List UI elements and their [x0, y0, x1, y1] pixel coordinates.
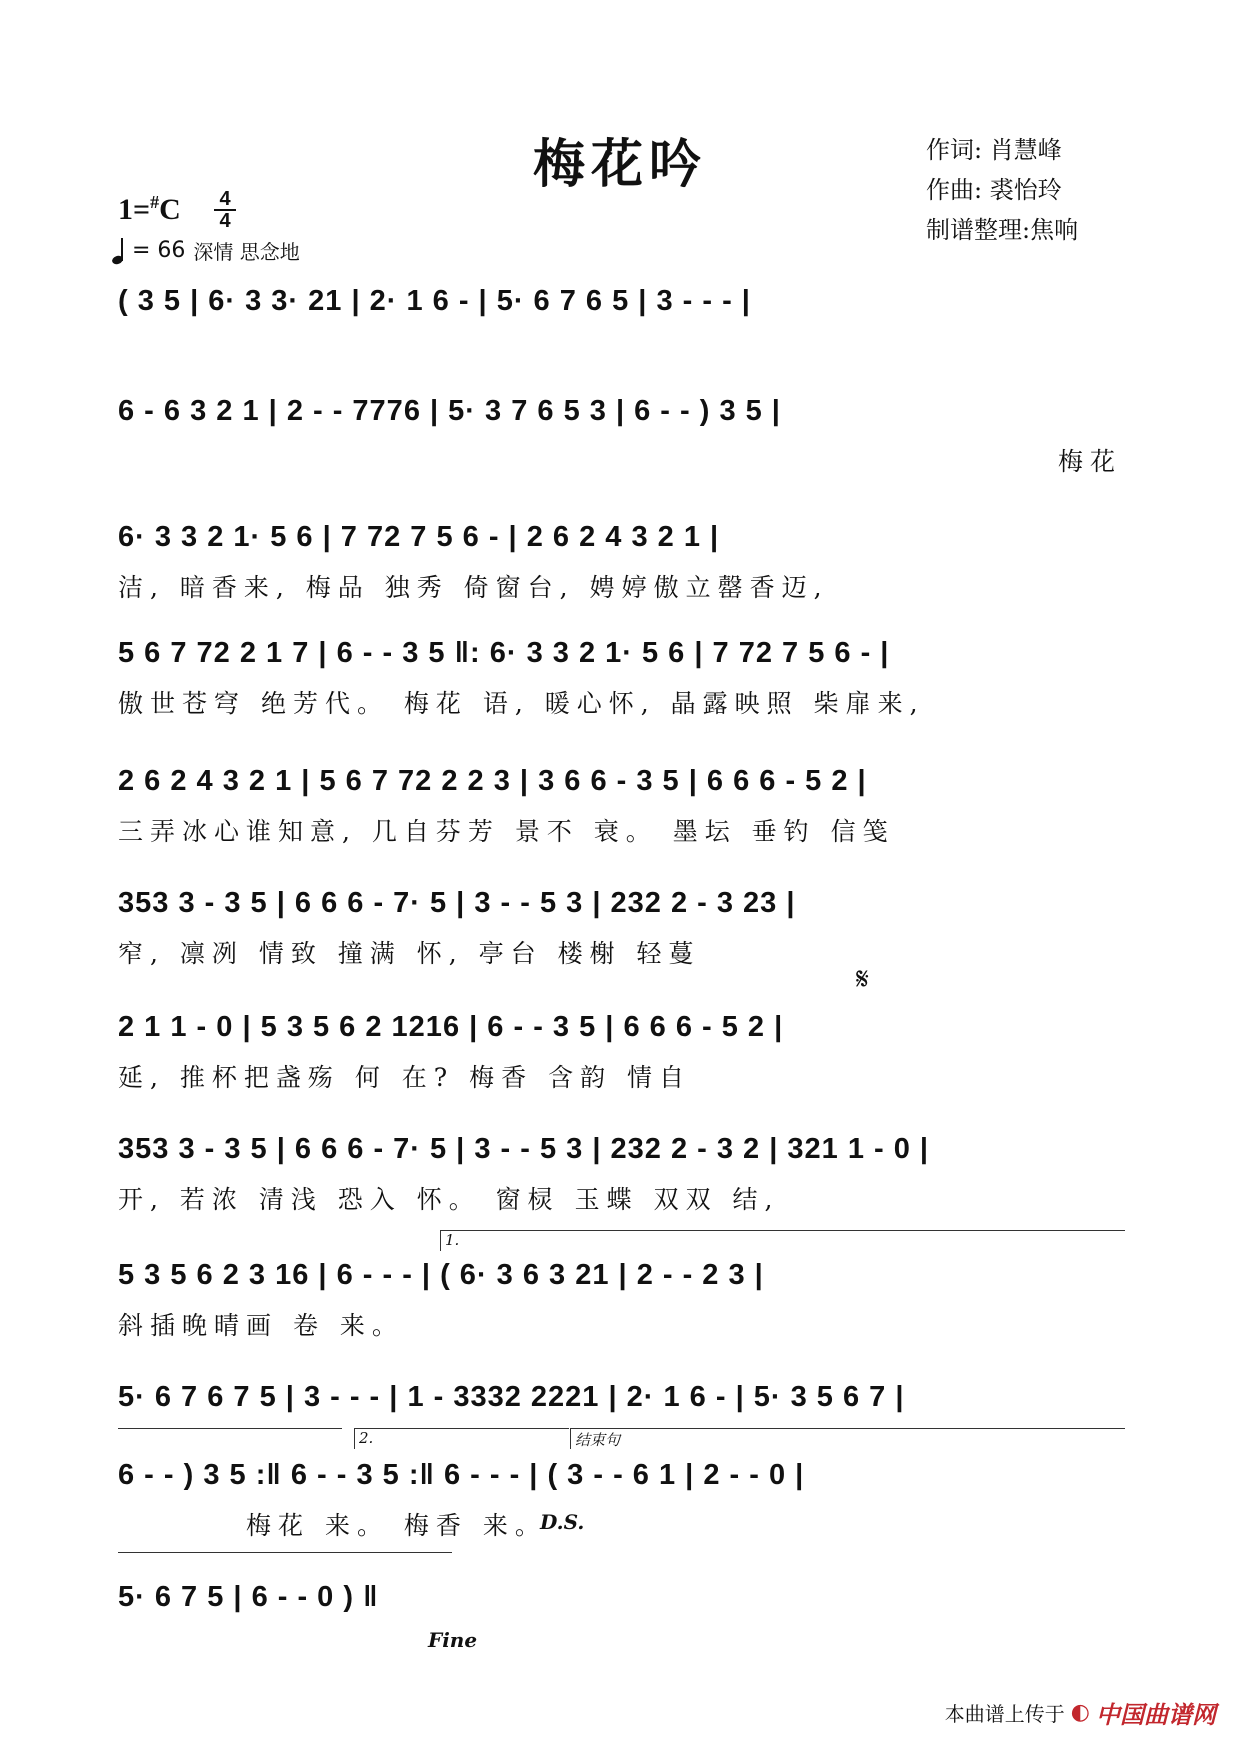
coda-bracket-continuation: [118, 1552, 452, 1573]
lyrics-line: 梅花: [1057, 447, 1122, 476]
notation-line: 2 6 2 4 3 2 1 | 5 6 7 72 2 2 3 | 3 6 6 - 3 5 | 6 6 6 - 5 2 |: [118, 764, 867, 797]
notation-line: 6 - - ) 3 5 :‖ 6 - - 3 5 :‖ 6 - - - | ( 3 - - 6 1 | 2 - - 0 |: [118, 1458, 805, 1491]
site-logo-icon: ◐: [1070, 1700, 1090, 1725]
lyricist: 作词: 肖慧峰: [926, 136, 1062, 164]
notation-line: 5· 6 7 6 7 5 | 3 - - - | 1 - 3332 2221 | 2· 1 6 - | 5· 3 5 6 7 |: [118, 1380, 905, 1413]
notation-line: 5 6 7 72 2 1 7 | 6 - - 3 5 ‖: 6· 3 3 2 1· 5 6 | 7 72 7 5 6 - |: [118, 636, 890, 669]
composer: 作曲: 裘怡玲: [926, 176, 1062, 204]
site-name[interactable]: 中国曲谱网: [1096, 1701, 1216, 1729]
notation-line: 5 3 5 6 2 3 16 | 6 - - - | ( 6· 3 6 3 21 | 2 - - 2 3 |: [118, 1258, 764, 1291]
fine-mark: Fine: [428, 1628, 478, 1652]
notation-line: 6 - 6 3 2 1 | 2 - - 7776 | 5· 3 7 6 5 3 | 6 - - ) 3 5 |: [118, 394, 781, 427]
lyrics-line: 洁, 暗香来, 梅品 独秀 倚窗台, 娉婷傲立罄香迈,: [118, 573, 829, 602]
key-signature: 1=#C: [118, 192, 181, 226]
lyrics-line: 窄, 凛冽 情致 撞满 怀, 亭台 楼榭 轻蔓: [118, 939, 701, 968]
quarter-note-icon: [112, 238, 128, 264]
notation-line: 353 3 - 3 5 | 6 6 6 - 7· 5 | 3 - - 5 3 | 232 2 - 3 2 | 321 1 - 0 |: [118, 1132, 930, 1165]
credits: [926, 130, 1078, 250]
lyrics-line: 开, 若浓 清浅 恐入 怀。 窗棂 玉蝶 双双 结,: [118, 1185, 780, 1214]
tempo-marking: [112, 236, 300, 265]
tempo-expression: 深情 思念地: [193, 240, 300, 264]
lyrics-line: 三弄冰心谁知意, 几自芬芳 景不 衰。 墨坛 垂钓 信笺: [118, 817, 895, 846]
page-title: 梅花吟: [532, 134, 707, 195]
ds-mark: D.S.: [540, 1510, 585, 1534]
time-signature: 4 4: [214, 190, 236, 230]
second-ending-bracket: 2.: [354, 1428, 569, 1449]
arranger: 制谱整理:焦响: [926, 216, 1079, 244]
lyrics-line: 傲世苍穹 绝芳代。 梅花 语, 暖心怀, 晶露映照 柴扉来,: [118, 689, 925, 718]
lyrics-line: 梅花 来。 梅香 来。: [246, 1511, 547, 1540]
first-ending-bracket: 1.: [440, 1230, 1125, 1251]
lyrics-line: 斜插晚晴画 卷 来。: [118, 1311, 404, 1340]
notation-line: 2 1 1 - 0 | 5 3 5 6 2 1216 | 6 - - 3 5 | 6 6 6 - 5 2 |: [118, 1010, 784, 1043]
footer-text: 本曲谱上传于: [944, 1702, 1065, 1726]
footer: [945, 1695, 1216, 1730]
coda-bracket: 结束句: [570, 1428, 1125, 1449]
notation-line: 6· 3 3 2 1· 5 6 | 7 72 7 5 6 - | 2 6 2 4 3 2 1 |: [118, 520, 720, 553]
lyrics-line: 延, 推杯把盏殇 何 在? 梅香 含韵 情自: [118, 1063, 692, 1092]
first-ending-continuation: [118, 1428, 342, 1449]
notation-line: 353 3 - 3 5 | 6 6 6 - 7· 5 | 3 - - 5 3 | 232 2 - 3 23 |: [118, 886, 796, 919]
notation-line: ( 3 5 | 6· 3 3· 21 | 2· 1 6 - | 5· 6 7 6 5 | 3 - - - |: [118, 284, 751, 317]
notation-line: 5· 6 7 5 | 6 - - 0 ) ‖: [118, 1580, 379, 1613]
tempo-value: = 66: [132, 238, 186, 263]
segno-mark: 𝄋: [856, 962, 869, 997]
